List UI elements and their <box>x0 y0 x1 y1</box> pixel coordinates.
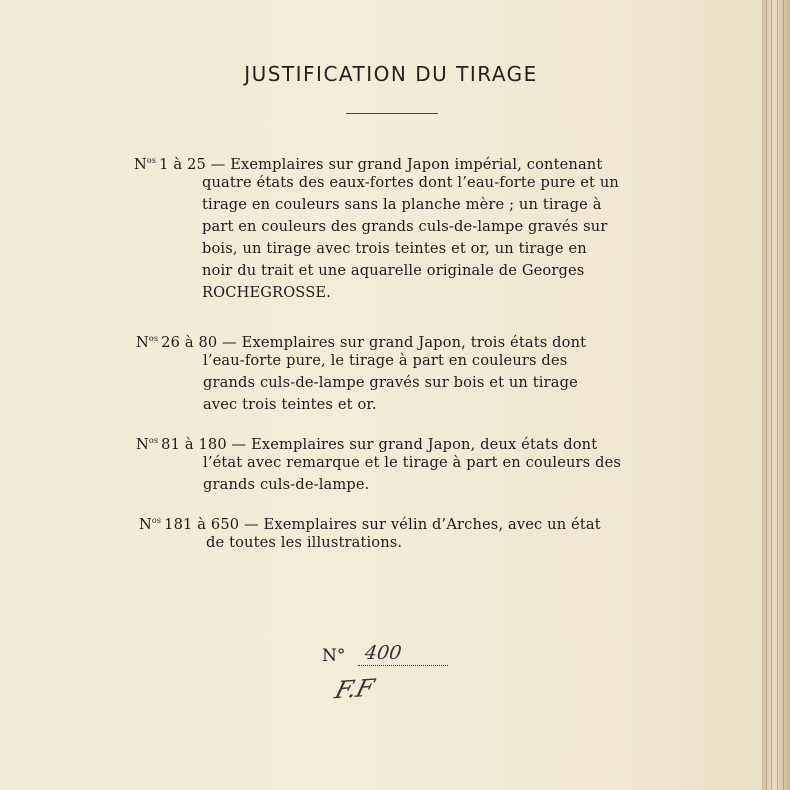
entry-prefix: N <box>134 156 147 173</box>
handwritten-initials: F.F <box>332 673 378 705</box>
entry-line: grands culs-de-lampe gravés sur bois et un tirage <box>203 374 578 391</box>
entry-line: de toutes les illustrations. <box>206 534 403 551</box>
entry-line: 26 à 80 — Exemplaires sur grand Japon, trois états dont <box>161 334 587 351</box>
entry-prefix-sup: os <box>151 516 162 525</box>
copy-number-label: N° <box>322 646 346 666</box>
entry-line: noir du trait et une aquarelle originale de Georges <box>202 262 585 279</box>
entry-line: ROCHEGROSSE. <box>202 284 331 301</box>
page-stack-edge <box>762 0 790 790</box>
entry-line: bois, un tirage avec trois teintes et or, un tirage en <box>202 240 587 257</box>
entry-prefix: N <box>136 436 149 453</box>
entry-line: 81 à 180 — Exemplaires sur grand Japon, deux états dont <box>161 436 598 453</box>
entry-line: l’état avec remarque et le tirage à part en couleurs des <box>203 454 622 471</box>
entry-prefix: N <box>136 334 149 351</box>
copy-number-handwritten: 400 <box>363 642 403 664</box>
entry-prefix-sup: os <box>148 334 159 343</box>
entry-prefix: N <box>139 516 152 533</box>
entry-line: avec trois teintes et or. <box>203 396 377 413</box>
entry-line: tirage en couleurs sans la planche mère ; un tirage à <box>202 196 602 213</box>
entry-line: part en couleurs des grands culs-de-lampe gravés sur <box>202 218 608 235</box>
title-rule <box>346 113 438 114</box>
copy-number-dotted-line <box>358 665 448 666</box>
entry-prefix-sup: os <box>146 156 157 165</box>
entry-line: 1 à 25 — Exemplaires sur grand Japon impérial, contenant <box>159 156 603 173</box>
entry-prefix-sup: os <box>148 436 159 445</box>
entry-line: quatre états des eaux-fortes dont l’eau-forte pure et un <box>202 174 619 191</box>
page-title: JUSTIFICATION DU TIRAGE <box>244 62 538 86</box>
entry-line: 181 à 650 — Exemplaires sur vélin d’Arches, avec un état <box>164 516 601 533</box>
entry-line: l’eau-forte pure, le tirage à part en couleurs des <box>203 352 568 369</box>
entry-line: grands culs-de-lampe. <box>203 476 370 493</box>
